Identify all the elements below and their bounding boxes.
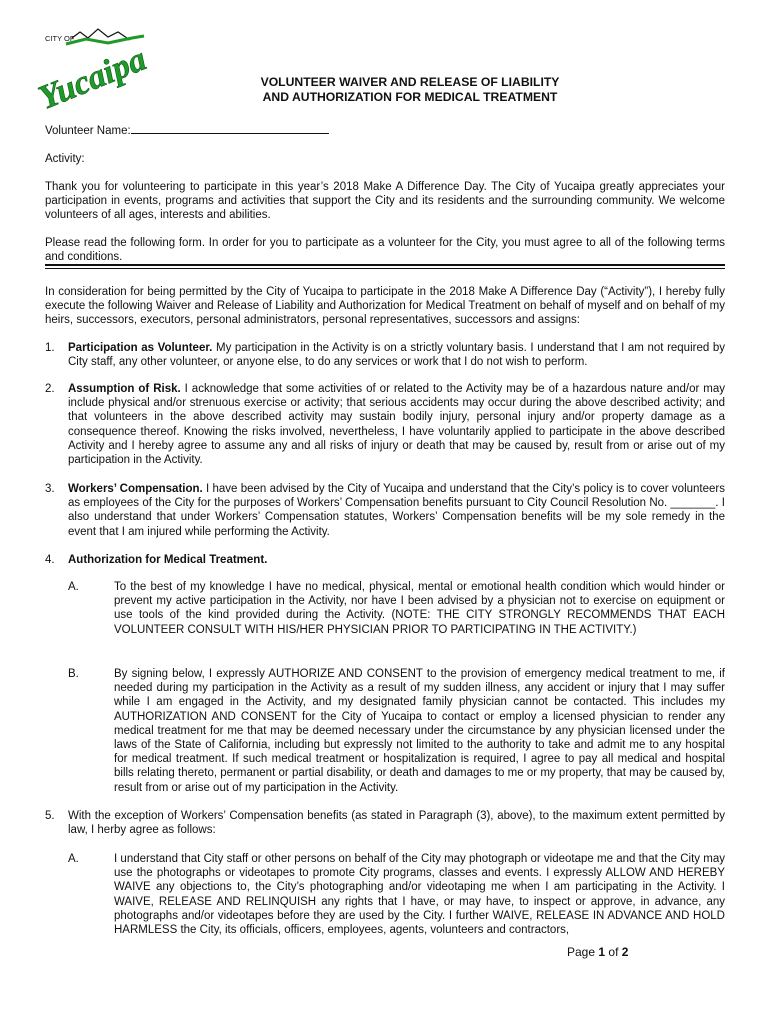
intro-thanks: Thank you for volunteering to participate in this year’s 2018 Make A Difference Day. The City of Yucaipa greatly appreciates your participation in events, programs and activities that support the City and its residents and the surrounding community. We welcome volunteers of all ages, interests and abilities.	[45, 181, 725, 222]
intro-consideration: In consideration for being permitted by the City of Yucaipa to participate in the 2018 Make A Difference Day (“Activity”), I hereby fully execute the following Waiver and Release of Liability and Authorization for Medical Treatment on behalf of myself and on behalf of my heirs, successors, executors, personal administrators, personal representatives, successors and assigns:	[45, 286, 725, 327]
clause-text: With the exception of Workers’ Compensation benefits (as stated in Paragraph (3), above), to the maximum extent permitted by law, I herby agree as follows:	[68, 810, 725, 837]
clause-heading: Participation as Volunteer.	[68, 342, 213, 354]
document-title	[230, 75, 590, 105]
of-word: of	[608, 945, 619, 959]
clause-text: I acknowledge that some activities of or related to the Activity may be of a hazardous nature and/or may include physical and/or strenuous exercise or activity; that serious accidents may occur during the above described activity; and that volunteers in the above described activity may sustain bodily injury, personal injury and/or property damage as a consequence thereof. Knowing the risks involved, nevertheless, I have voluntarily applied to participate in the above described Activity and I hereby agree to assume any and all risks of injury or death that may be caused by, result from or arise out of my participation in the Activity.	[68, 383, 726, 467]
sub-text: By signing below, I expressly AUTHORIZE AND CONSENT to the provision of emergency medical treatment to me, if needed during my participation in the Activity as a result of my sudden illness, any accident or injury that I may suffer while I am engaged in the Activity, and my designated family physician cannot be contacted. This includes my AUTHORIZATION AND CONSENT for the City of Yucaipa to contact or employ a licensed physician to render any medical treatment for me that may be deemed necessary under the circumstance by any physician licensed under the laws of the State of California, including but expressly not limited to the authority to take and admit me to any hospital for medical treatment. If such medical treatment or hospitalization is required, I agree to pay all medical and hospital bills relating thereto, permanent or partial disability, or death and damages to me or my property, that may be caused by, result from or arise out of my participation in the Activity.	[114, 668, 725, 794]
clause-number: 1.	[45, 342, 55, 354]
clause-number: 5.	[45, 810, 55, 822]
sub-text: I understand that City staff or other persons on behalf of the City may photograph or videotape me and that the City may use the photographs or videotapes to promote City programs, classes and events. I expressly ALLOW AND HEREBY WAIVE any objections to, the City’s photographing and/or videotaping me when I am participating in the Activity. I WAIVE, RELEASE AND RELINQUISH any rights that I have, or may have, to inspect or approve, in advance, any photographs and/or videotapes before they are used by the City. I further WAIVE, RELEASE IN ADVANCE AND HOLD HARMLESS the City, its officials, officers, employees, agents, volunteers and contractors,	[114, 853, 725, 937]
page-indicator	[567, 945, 628, 959]
sub-label: B.	[68, 668, 79, 680]
volunteer-name-row	[45, 122, 725, 138]
divider-thin	[45, 268, 725, 269]
page-number: 1	[598, 945, 606, 959]
page-word: Page	[567, 945, 596, 959]
activity-row	[45, 152, 725, 166]
city-logo	[36, 26, 148, 118]
logo-name: Yucaipa	[36, 40, 148, 117]
sub-text: To the best of my knowledge I have no medical, physical, mental or emotional health condition which would hinder or prevent my active participation in the Activity, nor have I been advised by a physician not to exercise on equipment or use tools of the kind provided during the Activity. (NOTE: THE CITY STRONGLY RECOMMENDS THAT EACH VOLUNTEER CONSULT WITH HIS/HER PHYSICIAN PRIOR TO PARTICIPATING IN THE ACTIVITY.)	[114, 581, 725, 636]
clause-number: 4.	[45, 554, 55, 566]
logo-mountains	[72, 29, 130, 40]
clause-heading: Workers’ Compensation.	[68, 483, 203, 495]
clause-number: 3.	[45, 483, 55, 495]
logo-graphic	[36, 26, 148, 118]
title-line-2: AND AUTHORIZATION FOR MEDICAL TREATMENT	[262, 90, 558, 104]
clause-heading: Authorization for Medical Treatment.	[68, 554, 268, 566]
sub-label: A.	[68, 581, 79, 593]
title-line-1: VOLUNTEER WAIVER AND RELEASE OF LIABILITY	[260, 75, 560, 89]
sub-label: A.	[68, 853, 79, 865]
logo-city-text: CITY OF	[45, 34, 75, 43]
activity-label: Activity:	[45, 153, 85, 165]
volunteer-name-line[interactable]	[131, 122, 329, 134]
page-total: 2	[621, 945, 629, 959]
clause-number: 2.	[45, 383, 55, 395]
intro-read-form: Please read the following form. In order for you to participate as a volunteer for the City, you must agree to all of the following terms and conditions.	[45, 237, 725, 264]
volunteer-name-label: Volunteer Name:	[45, 125, 131, 137]
divider-thick	[45, 264, 725, 266]
clause-text: I have been advised by the City of Yucaipa and understand that the City’s policy is to cover volunteers as employees of the City for the purposes of Workers’ Compensation benefits pursuant to City Council Resolution No. _______. I also understand that under Workers’ Compensation statutes, Workers’ Compensation benefits will be my sole remedy in the event that I am injured while performing the Activity.	[68, 483, 725, 538]
clause-text: My participation in the Activity is on a strictly voluntary basis. I understand that I am not required by City staff, any other volunteer, or anyone else, to do any services or work that I do not wish to perform.	[68, 342, 725, 369]
clause-heading: Assumption of Risk.	[68, 383, 181, 395]
